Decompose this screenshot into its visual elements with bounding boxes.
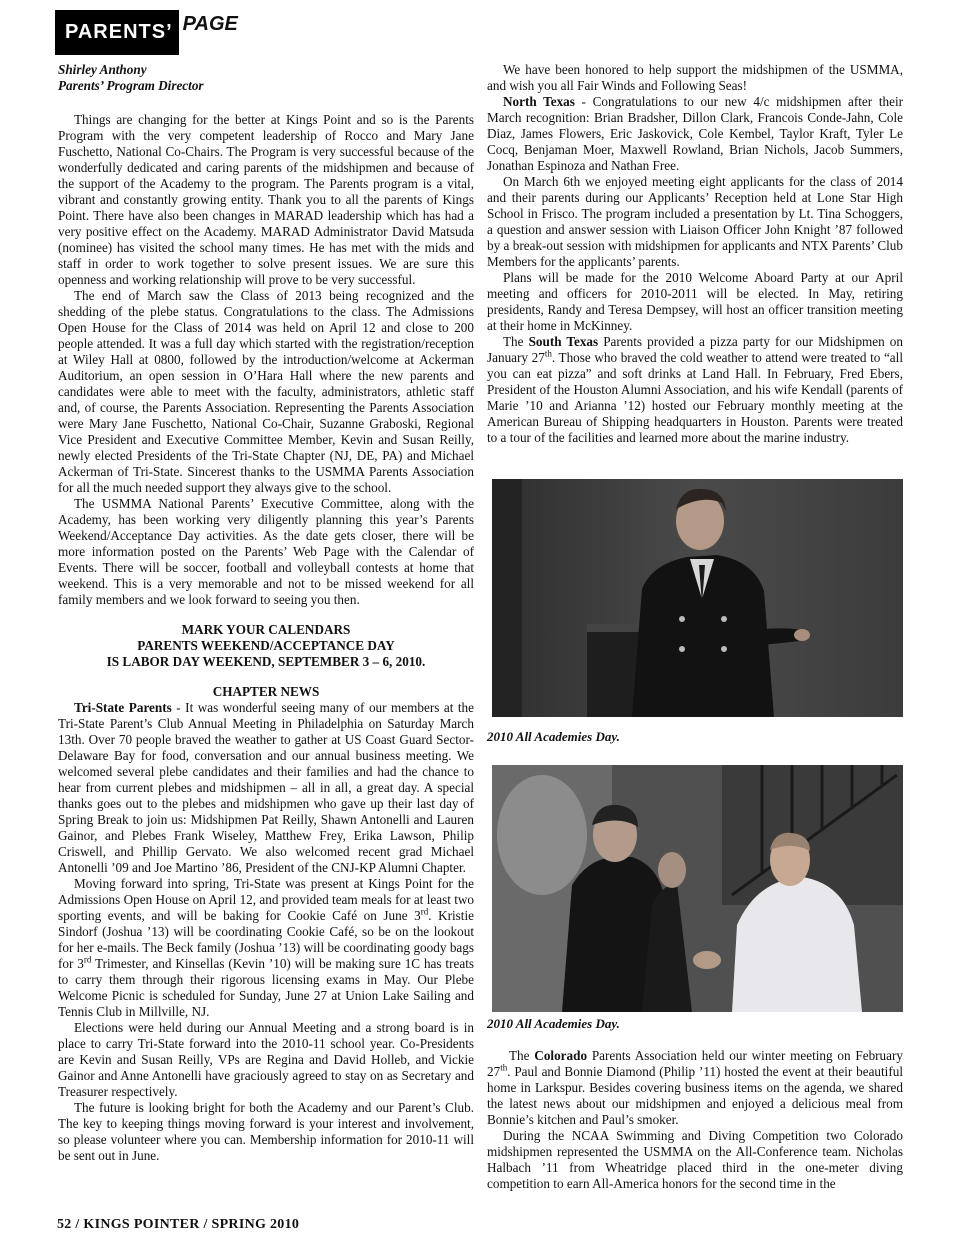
mark-calendar-notice — [58, 622, 474, 670]
left-column — [58, 62, 474, 1164]
paragraph-march-6: On March 6th we enjoyed meeting eight applicants for the class of 2014 and their parents during our Applicants’ Reception held at Lone Star High School in Frisco. The program included a presentation by Lt. Tina Schoggers, a question and answer session with Liaison Officer John Knight ’87 followed by a break-out session with midshipmen for applicants and NTX Parents’ Club Members for the applicants’ parents. — [487, 174, 903, 269]
north-texas-text: - Congratulations to our new 4/c midshipmen after their March recognition: Brian Bradsher, Dillon Clark, Francois Conde-Jahn, Cole Diaz, James Flowers, Eric Jaskovick, Cole Kembel, Taylor Kraft, Tyler Le Cocq, Benjaman Moer, Maxwell Rowland, Brian Nichols, Jacob Summers, Jonathan Espinoza and Nathan Free. — [487, 94, 904, 173]
section-page-label: PAGE — [182, 13, 238, 35]
paragraph-south-texas — [487, 334, 903, 446]
south-texas-pre: The — [503, 334, 529, 349]
photo-speaker — [492, 479, 903, 717]
chapter-news-heading: CHAPTER NEWS — [212, 684, 320, 699]
colorado-text-b: . Paul and Bonnie Diamond (Philip ’11) hosted the event at their beautiful home in Larkspur. Besides covering business items on the agenda, we shared the latest news about our midshipmen and enjoyed a delicious meal from Bonnie’s kitchen and Paul’s smoker. — [487, 1064, 903, 1127]
section-label: PARENTS’ — [55, 10, 179, 55]
south-texas-text-a: Parents provided a pizza party for our Midshipmen on January 27 — [487, 334, 903, 365]
colorado-text-a: Parents Association held our winter meeting on February 27 — [487, 1048, 903, 1079]
moving-text-b: . Kristie Sindorf (Joshua ’13) will be coordinating Cookie Café, so be on the lookout for her e-mails. The Beck family (Joshua ’13) will be coordinating goody bags for 3 — [58, 908, 474, 971]
paragraph-colorado — [487, 1048, 903, 1128]
colorado-pre: The — [509, 1048, 535, 1063]
colorado-lead: Colorado — [534, 1048, 588, 1063]
tristate-text: - It was wonderful seeing many of our members at the Tri-State Parent’s Club Annual Meeting in Philadelphia on Saturday March 13th. Over 70 people braved the weather to gather at US Coast Guard Sector-Delaware Bay for food, conversation and our annual business meeting. We welcomed several plebe candidates and their families and had the chance to hear from current plebes and midshipmen – all in all, a great day. A special thanks goes out to the plebes and midshipmen who gave up their last day of Spring Break to join us: Midshipmen Pat Reilly, Shawn Antonelli and Lauren Gainor, and Plebes Frank Wiseley, Matthew Frey, Erika Lawson, Philip Criswell, and Phillip Gervato. We also welcomed recent grad Michael Antonelli ’09 and Joe Martino ’86, President of the CNJ-KP Alumni Chapter. — [58, 700, 474, 875]
photo-reception-image — [492, 765, 903, 1012]
south-texas-text-b: . Those who braved the cold weather to attend were treated to “all you can eat pizza” and soft drinks at Land Hall. In February, Fred Ebers, President of the Houston Alumni Association, and his wife Kendall (parents of Marie ’10 and Arianna ’12) hosted our February monthly meeting at the American Bureau of Shipping headquarters in Houston. Parents were treated to a tour of the facilities and learned more about the marine industry. — [487, 350, 903, 445]
moving-text-c: Trimester, and Kinsellas (Kevin ’10) will be making sure 1C has treats to carry them through their rigorous licensing exams in May. Our Plebe Welcome Picnic is scheduled for Sunday, June 27 at Union Lake Sailing and Tennis Club in Millville, NJ. — [58, 956, 474, 1019]
photo-speaker-image — [492, 479, 903, 717]
paragraph-moving-forward — [58, 876, 474, 1020]
page-footer: 52 / KINGS POINTER / SPRING 2010 — [57, 1217, 300, 1232]
page-header — [55, 10, 238, 55]
photo-caption-2: 2010 All Academies Day. — [487, 1016, 620, 1031]
paragraph-tristate — [58, 700, 474, 876]
photo-reception — [492, 765, 903, 1012]
south-texas-sup: th — [544, 348, 552, 359]
right-column — [487, 62, 903, 446]
mark-line-2: PARENTS WEEKEND/ACCEPTANCE DAY — [137, 638, 395, 653]
mark-line-3: IS LABOR DAY WEEKEND, SEPTEMBER 3 – 6, 2010. — [106, 654, 426, 669]
paragraph-intro: Things are changing for the better at Kings Point and so is the Parents Program with the very competent leadership of Rocco and Mary Jane Fuschetto, National Co-Chairs. The Program is very successful because of the wonderfully dedicated and caring parents of the midshipmen and because of the support of the Academy to the program. The Parents program is a vital, vibrant and constantly growing entity. Thank you to all the parents of Kings Point. There have also been changes in MARAD leadership which has had a very positive effect on the Academy. MARAD Administrator David Matsuda (nominee) has visited the school many times. He has met with the mids and staff in order to work together to solve present issues. We are sure this openness and working relationship will prove to be very successful. — [58, 112, 474, 287]
paragraph-ncaa: During the NCAA Swimming and Diving Competition two Colorado midshipmen represented the USMMA on the All-Conference team. Nicholas Halbach ’11 from Wheatridge placed third in the one-meter diving competition to earn All-America honors for the second time in the — [487, 1128, 903, 1191]
north-texas-lead: North Texas — [503, 94, 575, 109]
author-name: Shirley Anthony — [58, 62, 147, 77]
colorado-sup: th — [500, 1062, 508, 1073]
mark-line-1: MARK YOUR CALENDARS — [181, 622, 351, 637]
paragraph-plans: Plans will be made for the 2010 Welcome Aboard Party at our April meeting and officers for 2010-2011 will be elected. In May, retiring presidents, Randy and Teresa Dempsey, will host an officer transition meeting at their home in McKinney. — [487, 270, 903, 333]
paragraph-honored: We have been honored to help support the midshipmen of the USMMA, and wish you all Fair Winds and Following Seas! — [487, 62, 903, 93]
paragraph-parents-weekend: The USMMA National Parents’ Executive Committee, along with the Academy, has been working very diligently planning this year’s Parents Weekend/Acceptance Day activities. As the date gets closer, there will be more information posted on the Parents’ Web Page with the Calendar of Events. There will be soccer, football and volleyball contests at home that weekend. This is a very memorable and not to be missed weekend for all family members and we look forward to seeing you then. — [58, 496, 474, 607]
south-texas-lead: South Texas — [528, 334, 599, 349]
paragraph-class-2013: The end of March saw the Class of 2013 being recognized and the shedding of the plebe status. Congratulations to the class. The Admissions Open House for the Class of 2014 was held on April 12 and close to 200 people attended. It was a full day which started with the registration/reception at Wiley Hall at 0800, followed by the introduction/welcome at Ackerman Auditorium, an open session in O’Hara Hall where the new parents and candidates were able to meet with the faculty, administrators, athletic staff and, of course, the Parents Association. Representing the Parents Association were Mary Jane Fuschetto, National Co-Chair, Suzanne Graboski, Regional Vice President and Executive Committee Member, Kevin and Susan Reilly, newly elected Presidents of the Tri-State Chapter (NJ, DE, PA) and Michael Ackerman of Tri-State. Sincerest thanks to the USMMA Parents Association for all the much needed support they always give to the school. — [58, 288, 474, 495]
paragraph-north-texas — [487, 94, 903, 174]
paragraph-future: The future is looking bright for both the Academy and our Parent’s Club. The key to keeping things moving forward is your interest and involvement, so please volunteer where you can. Membership information for 2010-11 will be sent out in June. — [58, 1100, 474, 1163]
moving-sup-2: rd — [83, 954, 92, 965]
paragraph-elections: Elections were held during our Annual Meeting and a strong board is in place to carry Tri-State forward into the 2010-11 school year. Co-Presidents are Kevin and Susan Reilly, VPs are Regina and David Holleb, and Vickie Gainor and Anne Antonelli have graciously agreed to stay on as Secretary and Treasurer respectively. — [58, 1020, 474, 1099]
tristate-lead: Tri-State Parents — [74, 700, 172, 715]
moving-text-a: Moving forward into spring, Tri-State was present at Kings Point for the Admissions Open House on April 12, and provided team meals for at least two sporting events, and will be baking for Cookie Café on June 3 — [58, 876, 474, 923]
author-title: Parents’ Program Director — [58, 78, 204, 93]
moving-sup-1: rd — [420, 906, 429, 917]
right-column-bottom — [487, 1048, 903, 1192]
photo-caption-1: 2010 All Academies Day. — [487, 729, 620, 744]
